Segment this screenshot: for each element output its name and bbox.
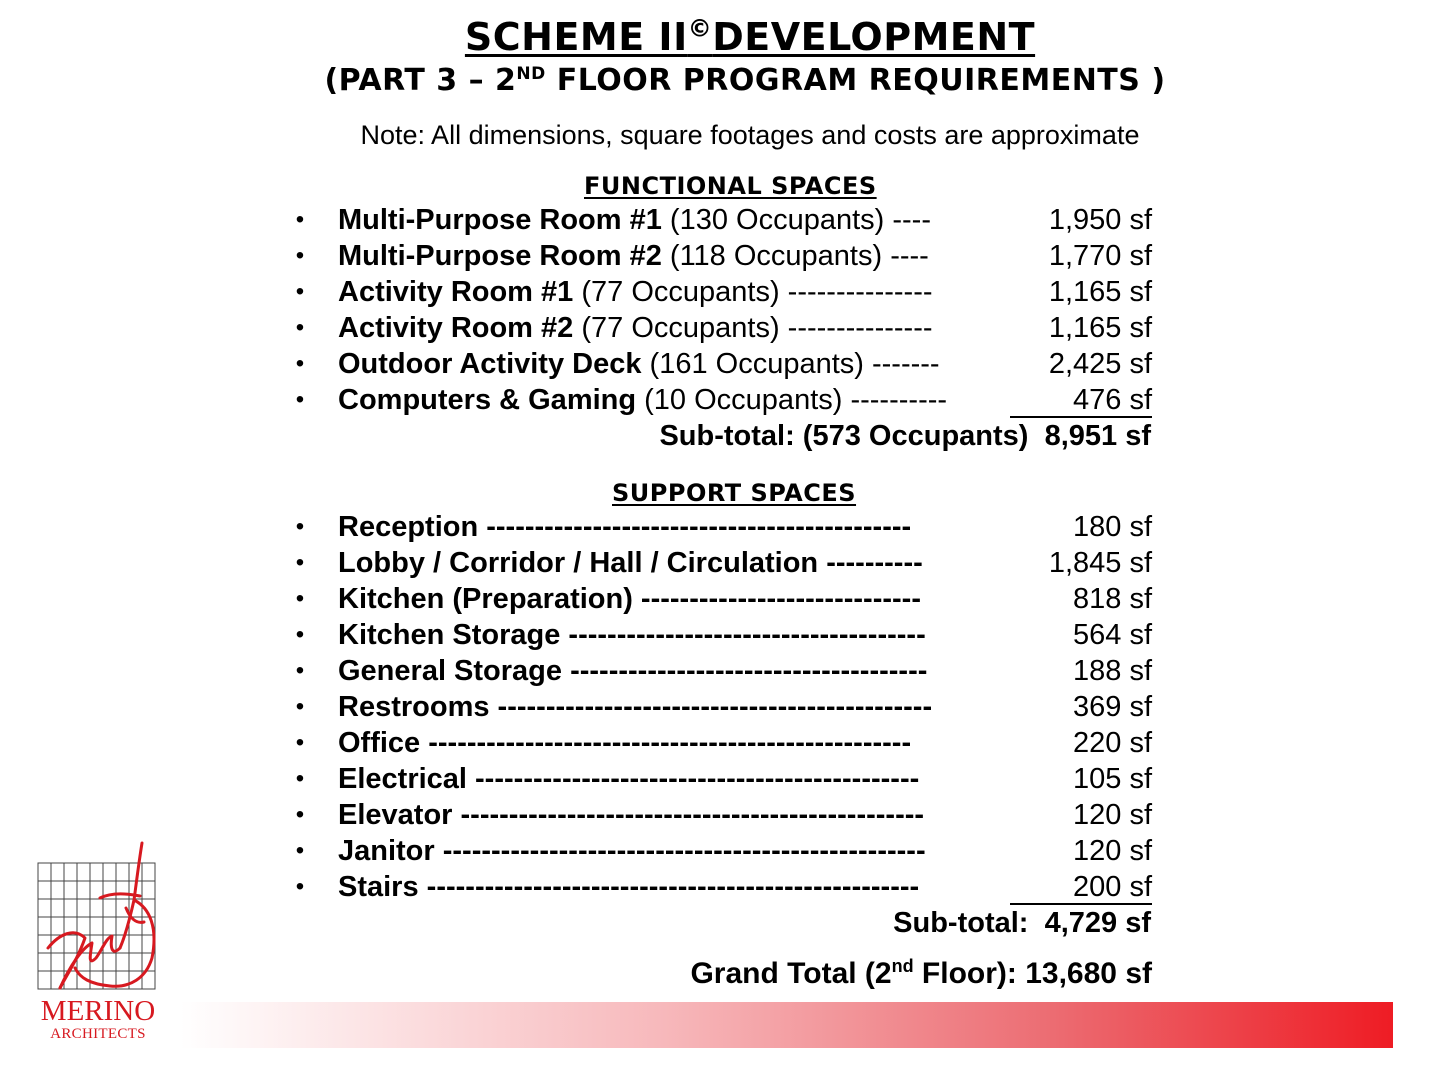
list-item: • Elevator ------------------------------------------------ 120 sf — [0, 797, 1440, 833]
bullet-icon: • — [295, 621, 305, 648]
bullet-icon: • — [295, 513, 305, 540]
support-subtotal — [893, 905, 1151, 941]
list-item: • Computers & Gaming (10 Occupants) ---------- 476 sf — [0, 382, 1440, 418]
page-title: SCHEME II©DEVELOPMENT — [464, 14, 1036, 59]
grand-total: Grand Total (2nd Floor): 13,680 sf — [690, 956, 1152, 990]
bullet-icon: • — [295, 386, 305, 413]
support-subtotal-label: Sub-total: — [893, 907, 1029, 939]
bullet-icon: • — [295, 242, 305, 269]
list-item: • Kitchen Storage ------------------------------------- 564 sf — [0, 617, 1440, 653]
bullet-icon: • — [295, 801, 305, 828]
bullet-icon: • — [295, 549, 305, 576]
bullet-icon: • — [295, 314, 305, 341]
support-subtotal-value: 4,729 sf — [1044, 907, 1151, 939]
list-item: • Activity Room #1 (77 Occupants) --------------- 1,165 sf — [0, 274, 1440, 310]
support-spaces-heading: SUPPORT SPACES — [612, 479, 857, 507]
note-text: Note: All dimensions, square footages and costs are approximate — [360, 120, 1140, 150]
list-item: • Kitchen (Preparation) ----------------------------- 818 sf — [0, 581, 1440, 617]
list-item: • Reception -------------------------------------------- 180 sf — [0, 509, 1440, 545]
bullet-icon: • — [295, 837, 305, 864]
page-subtitle: (PART 3 – 2ND FLOOR PROGRAM REQUIREMENTS ) — [324, 63, 1166, 98]
list-item: • Electrical ---------------------------------------------- 105 sf — [0, 761, 1440, 797]
bullet-icon: • — [295, 693, 305, 720]
functional-subtotal-value: 8,951 sf — [1044, 420, 1151, 452]
functional-spaces-heading: FUNCTIONAL SPACES — [584, 172, 877, 200]
bullet-icon: • — [295, 585, 305, 612]
bullet-icon: • — [295, 350, 305, 377]
functional-subtotal — [659, 418, 1151, 454]
bullet-icon: • — [295, 765, 305, 792]
logo-wordmark: MERINO ARCHITECTS — [40, 995, 156, 1042]
list-item: • Multi-Purpose Room #2 (118 Occupants) ---- 1,770 sf — [0, 238, 1440, 274]
list-item: • Multi-Purpose Room #1 (130 Occupants) ---- 1,950 sf — [0, 202, 1440, 238]
bullet-icon: • — [295, 278, 305, 305]
list-item: • Lobby / Corridor / Hall / Circulation ---------- 1,845 sf — [0, 545, 1440, 581]
bullet-icon: • — [295, 657, 305, 684]
functional-subtotal-label: Sub-total: (573 Occupants) — [659, 420, 1029, 452]
list-item: • Office -------------------------------------------------- 220 sf — [0, 725, 1440, 761]
list-item: • Outdoor Activity Deck (161 Occupants) ------- 2,425 sf — [0, 346, 1440, 382]
list-item: • Janitor -------------------------------------------------- 120 sf — [0, 833, 1440, 869]
list-item: • Stairs --------------------------------------------------- 200 sf — [0, 869, 1440, 905]
bullet-icon: • — [295, 873, 305, 900]
bullet-icon: • — [295, 206, 305, 233]
list-item: • Restrooms --------------------------------------------- 369 sf — [0, 689, 1440, 725]
bullet-icon: • — [295, 729, 305, 756]
list-item: • General Storage ------------------------------------- 188 sf — [0, 653, 1440, 689]
list-item: • Activity Room #2 (77 Occupants) --------------- 1,165 sf — [0, 310, 1440, 346]
footer-gradient-bar — [180, 1002, 1393, 1048]
copyright-mark: © — [687, 14, 713, 43]
